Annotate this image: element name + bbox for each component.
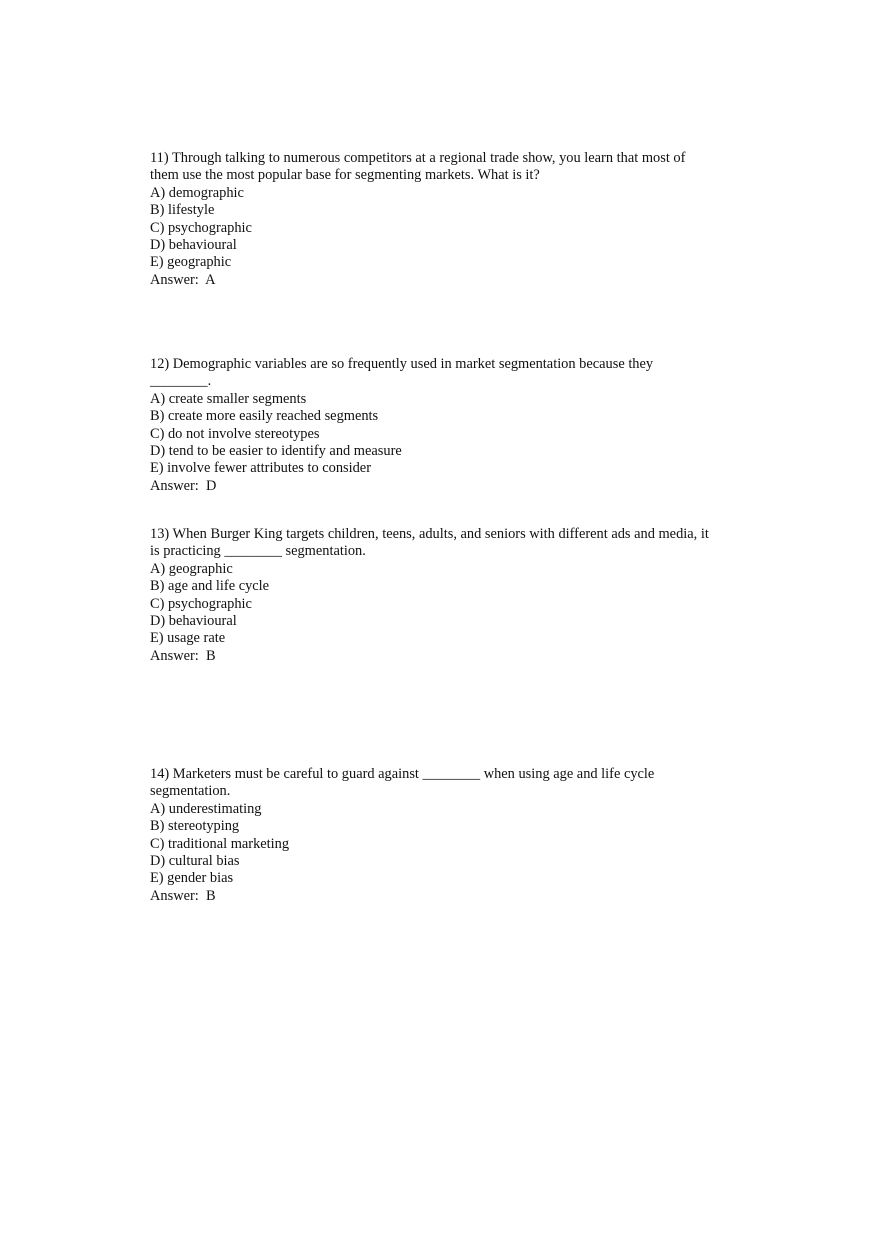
question-14 <box>150 766 750 905</box>
question-stem-line: ________. <box>150 373 212 390</box>
answer-key: Answer: D <box>150 477 217 494</box>
question-stem-line: 12) Demographic variables are so frequently used in market segmentation because they <box>150 356 654 372</box>
answer-option-d: D) cultural bias <box>150 853 240 870</box>
answer-option-e: E) gender bias <box>150 870 234 887</box>
question-stem-line: is practicing ________ segmentation. <box>150 543 366 560</box>
answer-option-b: B) create more easily reached segments <box>150 408 379 425</box>
answer-option-d: D) behavioural <box>150 237 237 254</box>
answer-key: Answer: B <box>150 887 216 904</box>
answer-option-a: A) underestimating <box>150 800 262 817</box>
answer-option-a: A) demographic <box>150 184 244 201</box>
question-stem-line: 11) Through talking to numerous competitors at a regional trade show, you learn that most of <box>150 150 686 166</box>
answer-option-c: C) traditional marketing <box>150 835 290 852</box>
question-stem-line: segmentation. <box>150 783 231 800</box>
answer-option-d: D) behavioural <box>150 613 237 630</box>
answer-option-e: E) geographic <box>150 254 232 271</box>
answer-option-c: C) psychographic <box>150 219 252 236</box>
answer-option-e: E) involve fewer attributes to consider <box>150 460 371 477</box>
question-stem-line: 13) When Burger King targets children, teens, adults, and seniors with different ads and media, it <box>150 526 709 542</box>
answer-option-b: B) age and life cycle <box>150 578 270 595</box>
answer-option-a: A) geographic <box>150 560 233 577</box>
answer-option-d: D) tend to be easier to identify and measure <box>150 443 402 460</box>
answer-option-a: A) create smaller segments <box>150 390 307 407</box>
question-12 <box>150 356 750 495</box>
answer-option-c: C) do not involve stereotypes <box>150 425 320 442</box>
answer-option-c: C) psychographic <box>150 595 252 612</box>
question-13 <box>150 526 750 665</box>
answer-option-b: B) lifestyle <box>150 202 215 219</box>
question-stem-line: 14) Marketers must be careful to guard against ________ when using age and life cycle <box>150 766 655 782</box>
question-11 <box>150 150 750 289</box>
answer-key: Answer: A <box>150 271 216 288</box>
question-stem-line: them use the most popular base for segmenting markets. What is it? <box>150 167 540 184</box>
answer-option-e: E) usage rate <box>150 630 226 647</box>
answer-option-b: B) stereotyping <box>150 818 240 835</box>
answer-key: Answer: B <box>150 647 216 664</box>
